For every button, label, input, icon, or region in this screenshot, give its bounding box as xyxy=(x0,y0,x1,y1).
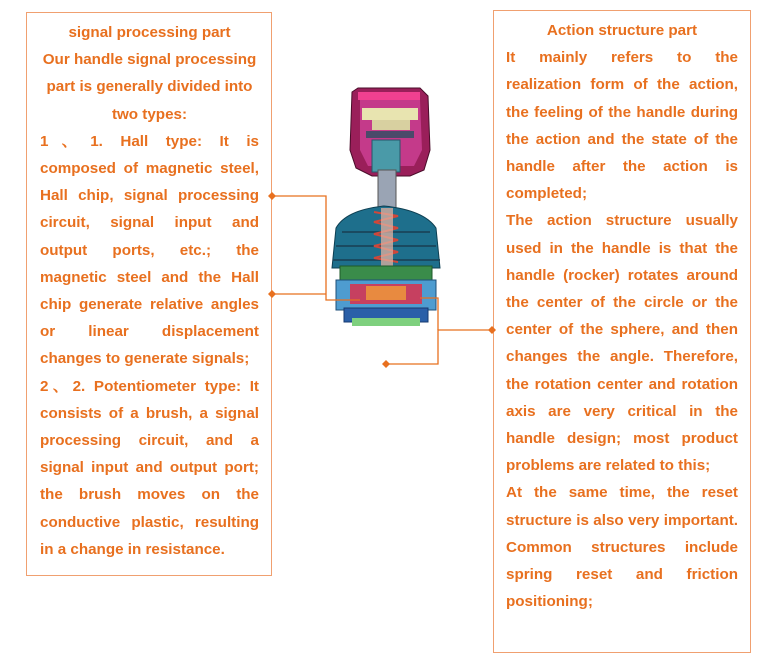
action-structure-paragraph-2: The action structure usually used in the handle is that the handle (rocker) rotates around the center of the circle or the center of the sphere, and then changes the angle. Therefore, the rotation center and rotation axis are very critical in the handle design; most product problems are related to this; xyxy=(506,212,738,475)
hall-type-item: 1、1. Hall type: It is composed of magnetic steel, Hall chip, signal processing circuit, signal input and output ports, etc.; the magnetic steel and the Hall chip generate relative angles or linear displacement changes to generate signals; xyxy=(40,132,259,368)
joystick-cross-section-illustration xyxy=(332,88,440,326)
signal-processing-title: signal processing part xyxy=(68,24,231,41)
potentiometer-type-item: 2、2. Potentiometer type: It consists of a brush, a signal processing circuit, and a signal input and output port; the brush moves on the conductive plastic, resulting in a change in resistance. xyxy=(40,377,259,558)
action-structure-paragraph-3: At the same time, the reset structure is also very important. Common structures include spring reset and friction positioning; xyxy=(506,484,738,611)
action-structure-title: Action structure part xyxy=(546,22,698,39)
signal-processing-intro: Our handle signal processing part is generally divided into two types: xyxy=(42,51,257,123)
action-structure-paragraph-1: It mainly refers to the realization form of the action, the feeling of the handle during the action and the state of the handle after the action is completed; xyxy=(506,49,738,203)
